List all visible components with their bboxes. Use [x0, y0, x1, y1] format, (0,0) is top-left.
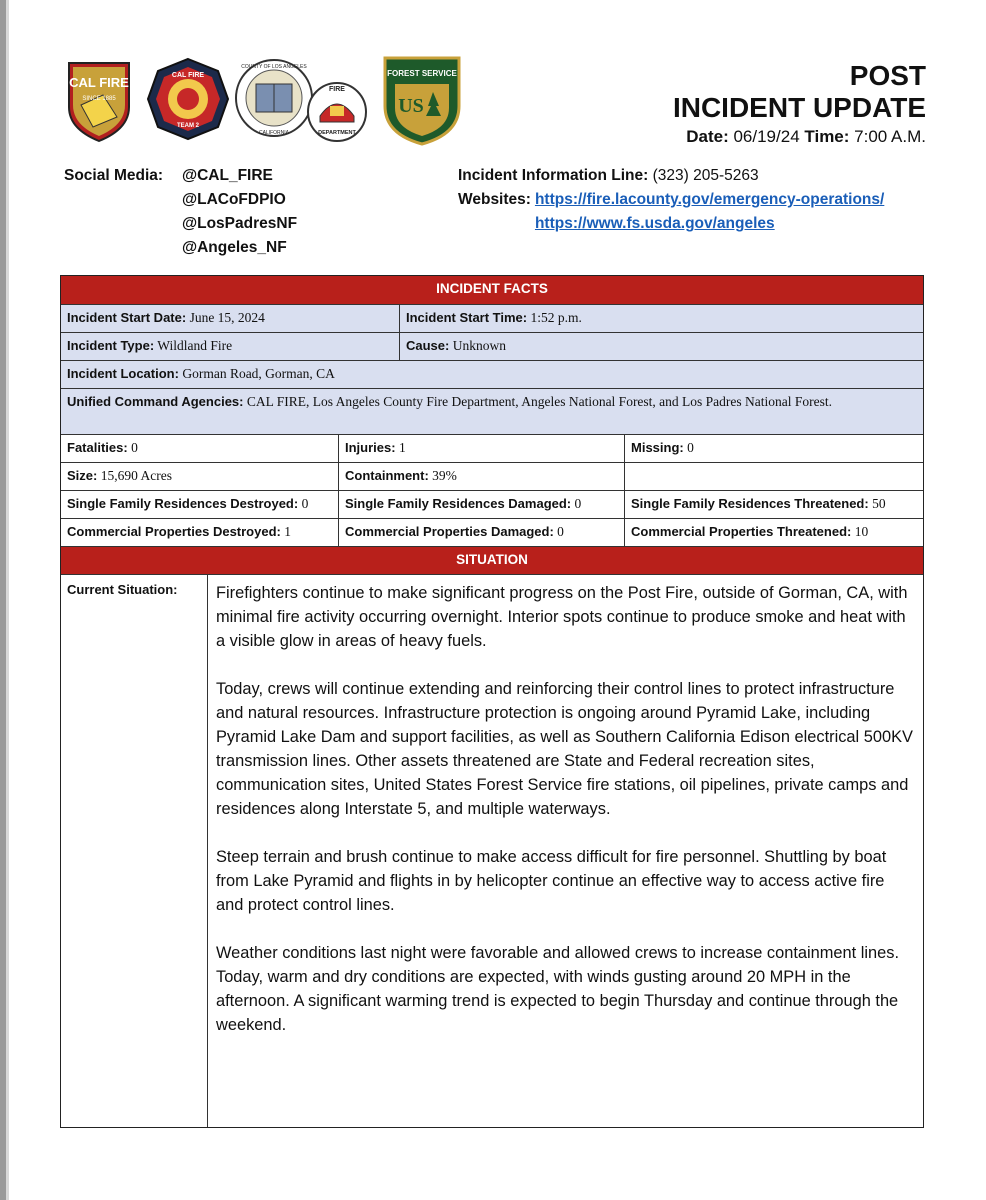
cell-value: CAL FIRE, Los Angeles County Fire Department, Angeles National Forest, and Los Padres National Forest. [246, 394, 833, 409]
table-row [61, 332, 923, 360]
title-line-2: INCIDENT UPDATE [672, 92, 926, 123]
sfr-damaged-cell [338, 491, 624, 518]
cell-value: Gorman Road, Gorman, CA [182, 366, 335, 381]
missing-cell [624, 435, 923, 462]
forest-service-logo [381, 54, 463, 146]
table-row [61, 462, 923, 490]
table-row [61, 304, 923, 332]
cell-label: Current Situation: [67, 582, 178, 597]
cell-label: Missing: [631, 440, 684, 455]
social-handle: @CAL_FIRE [182, 167, 273, 184]
cell-label: Commercial Properties Damaged: [345, 524, 554, 539]
start-date-cell [61, 305, 399, 332]
cell-value: 0 [131, 440, 138, 455]
sfr-threatened-cell [624, 491, 923, 518]
cp-destroyed-cell [61, 519, 338, 546]
cell-label: Injuries: [345, 440, 396, 455]
svg-text:COUNTY OF LOS ANGELES: COUNTY OF LOS ANGELES [241, 64, 307, 70]
cal-fire-logo [63, 55, 135, 143]
cell-value: 1:52 p.m. [530, 310, 582, 325]
cell-label: Single Family Residences Destroyed: [67, 496, 299, 511]
cell-label: Incident Start Time: [406, 310, 528, 325]
cell-value: 1 [398, 440, 406, 455]
situation-paragraph: Firefighters continue to make significant progress on the Post Fire, outside of Gorman, CA, with minimal fire activity occurring overnight. Interior spots continue to produce smoke and heat with a visible glow in areas of heavy fuels. [216, 584, 908, 650]
table-row [61, 518, 923, 546]
date-label: Date: [686, 127, 729, 146]
svg-text:US: US [398, 95, 424, 117]
svg-text:CALIFORNIA: CALIFORNIA [258, 130, 290, 136]
situation-paragraph: Weather conditions last night were favorable and allowed crews to increase containment lines. Today, warm and dry conditions are expected, with winds gusting around 20 MPH in the afternoon. A significant warming trend is expected to begin Thursday and continue through the weekend. [216, 944, 900, 1034]
date-time-line [673, 126, 926, 148]
svg-text:DEPARTMENT: DEPARTMENT [318, 130, 356, 136]
title-block [673, 60, 926, 148]
section-header-text: INCIDENT FACTS [436, 281, 548, 296]
cell-label: Fatalities: [67, 440, 128, 455]
social-handle: @LACoFDPIO [182, 191, 286, 208]
cell-value: 0 [301, 496, 309, 511]
cal-fire-team-logo [146, 57, 230, 141]
location-cell [61, 361, 923, 388]
cell-value: 1 [284, 524, 291, 539]
date-value: 06/19/24 [733, 127, 800, 146]
fatalities-cell [61, 435, 338, 462]
svg-text:SINCE 1885: SINCE 1885 [82, 96, 116, 102]
info-line [458, 164, 884, 188]
table-row [61, 360, 923, 388]
social-handle: @Angeles_NF [182, 239, 287, 256]
cp-damaged-cell [338, 519, 624, 546]
incident-facts-header [61, 276, 923, 304]
cell-value: 0 [574, 496, 582, 511]
cell-value: 0 [687, 440, 694, 455]
websites-row [458, 188, 884, 236]
injuries-cell [338, 435, 624, 462]
agencies-cell [61, 389, 923, 434]
cell-label: Cause: [406, 338, 450, 353]
cell-label: Incident Type: [67, 338, 155, 353]
svg-text:TEAM 2: TEAM 2 [176, 123, 200, 129]
cell-label: Commercial Properties Threatened: [631, 524, 852, 539]
cell-value: 0 [557, 524, 564, 539]
cell-label: Containment: [345, 468, 429, 483]
cell-label: Incident Location: [67, 366, 179, 381]
cell-label: Incident Start Date: [67, 310, 187, 325]
social-media-label: Social Media: [64, 167, 164, 184]
svg-text:CAL FIRE: CAL FIRE [171, 72, 205, 79]
situation-paragraph: Today, crews will continue extending and reinforcing their control lines to protect infrastructure and natural resources. Infrastructure protection is ongoing around Pyramid Lake, including Pyramid Lake Dam and support facilities, as well as Southern California Edison electrical 500KV transmission lines. Other assets threatened are State and Federal recreation sites, communication sites, United States Forest Service fire stations, oil pipelines, private camps and residences along Interstate 5, and multiple waterways. [216, 680, 913, 818]
situation-row [61, 574, 923, 1127]
section-header-text: SITUATION [456, 552, 528, 567]
la-county-fire-department-logo [306, 76, 368, 146]
incident-info-block [458, 164, 884, 236]
website-link-lacounty[interactable]: https://fire.lacounty.gov/emergency-operations/ [534, 191, 885, 208]
cell-value: 50 [872, 496, 886, 511]
svg-text:FIRE: FIRE [329, 86, 345, 93]
cell-value: Wildland Fire [157, 338, 233, 353]
current-situation-label [61, 575, 207, 1127]
svg-text:CAL FIRE: CAL FIRE [69, 75, 129, 90]
empty-cell [624, 463, 923, 490]
time-value: 7:00 A.M. [854, 127, 926, 146]
incident-type-cell [61, 333, 399, 360]
sfr-destroyed-cell [61, 491, 338, 518]
incident-table [60, 275, 924, 1128]
table-row [61, 434, 923, 462]
time-label: Time: [804, 127, 850, 146]
cell-label: Size: [67, 468, 98, 483]
page-edge-shadow [6, 0, 9, 1200]
cause-cell [399, 333, 923, 360]
situation-paragraph: Steep terrain and brush continue to make access difficult for fire personnel. Shuttling by boat from Lake Pyramid and flights in by helicopter continue an effective way to access active fire and protect control lines. [216, 848, 887, 914]
title-line-1: POST [849, 60, 926, 91]
start-time-cell [399, 305, 923, 332]
cell-label: Single Family Residences Threatened: [631, 496, 869, 511]
websites-label: Websites: [458, 191, 531, 208]
current-situation-body [207, 575, 923, 1127]
website-link-fs-usda[interactable]: https://www.fs.usda.gov/angeles [534, 215, 775, 232]
cell-value: Unknown [452, 338, 506, 353]
cell-value: June 15, 2024 [189, 310, 265, 325]
cell-label: Unified Command Agencies: [67, 394, 244, 409]
cell-value: 10 [854, 524, 869, 539]
table-row [61, 388, 923, 434]
los-angeles-county-seal [234, 58, 314, 138]
cell-label: Single Family Residences Damaged: [345, 496, 572, 511]
cell-label: Commercial Properties Destroyed: [67, 524, 281, 539]
situation-header [61, 546, 923, 574]
cp-threatened-cell [624, 519, 923, 546]
social-handle: @LosPadresNF [182, 215, 298, 232]
size-cell [61, 463, 338, 490]
table-row [61, 490, 923, 518]
svg-text:FOREST SERVICE: FOREST SERVICE [387, 69, 457, 78]
cell-value: 39% [432, 468, 457, 483]
social-media-handles [182, 164, 297, 260]
cell-value: 15,690 Acres [100, 468, 172, 483]
info-line-label: Incident Information Line: [458, 167, 649, 184]
info-line-value: (323) 205-5263 [652, 167, 759, 184]
containment-cell [338, 463, 624, 490]
